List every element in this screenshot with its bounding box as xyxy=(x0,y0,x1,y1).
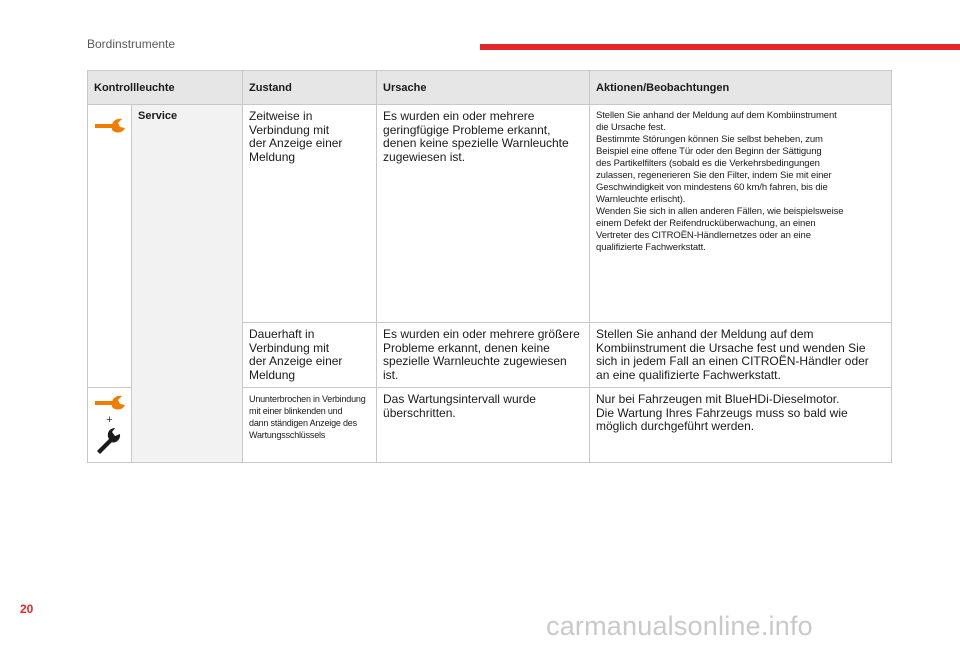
text-line: an eine qualifizierte Fachwerkstatt. xyxy=(596,367,781,382)
text-line: Meldung xyxy=(249,149,296,164)
text-line: die Ursache fest. xyxy=(596,122,666,133)
warning-name: Service xyxy=(132,105,243,463)
cause-cell xyxy=(377,388,590,463)
action-cell xyxy=(590,105,892,323)
text-line: Probleme erkannt, denen keine xyxy=(383,340,550,355)
text-line: denen keine spezielle Warnleuchte xyxy=(383,136,569,150)
column-header: Aktionen/Beobachtungen xyxy=(590,71,892,105)
text-line: geringfügige Probleme erkannt, xyxy=(383,122,551,137)
cause-cell xyxy=(377,323,590,388)
text-line: Bestimmte Störungen können Sie selbst beheben, zum xyxy=(596,134,823,145)
text-line: Das Wartungsintervall wurde xyxy=(383,392,536,406)
action-cell xyxy=(590,323,892,388)
text-line: Wenden Sie sich in allen anderen Fällen, wie beispielsweise xyxy=(596,206,844,217)
section-title: Bordinstrumente xyxy=(87,37,176,51)
warning-light-table xyxy=(87,70,892,463)
plus-sign: + xyxy=(106,414,113,426)
text-line: Es wurden ein oder mehrere größere xyxy=(383,327,580,341)
text-line: qualifizierte Fachwerkstatt. xyxy=(596,242,706,253)
text-line: zugewiesen ist. xyxy=(383,149,466,164)
text-line: Stellen Sie anhand der Meldung auf dem Kombiinstrument xyxy=(596,110,837,121)
watermark[interactable]: carmanualsonline.info xyxy=(546,611,813,641)
text-line: Geschwindigkeit von mindestens 60 km/h fahren, bis die xyxy=(596,182,828,193)
state-cell xyxy=(243,105,377,323)
text-line: des Partikelfilters (sobald es die Verkehrsbedingungen xyxy=(596,158,820,169)
text-line: Zeitweise in xyxy=(249,109,313,123)
text-line: überschritten. xyxy=(383,405,456,420)
text-line: Beispiel eine offene Tür oder den Beginn der Sättigung xyxy=(596,146,822,157)
text-line: Kombiinstrument die Ursache fest und wenden Sie xyxy=(596,340,866,355)
text-line: Wartungsschlüssels xyxy=(249,430,326,440)
text-line: der Anzeige einer xyxy=(249,354,343,368)
text-line: Verbindung mit xyxy=(249,340,330,355)
state-cell xyxy=(243,323,377,388)
action-cell xyxy=(590,388,892,463)
text-line: einem Defekt der Reifendrucküberwachung, an einen xyxy=(596,218,816,229)
text-line: mit einer blinkenden und xyxy=(249,406,343,416)
text-line: Ununterbrochen in Verbindung xyxy=(249,394,366,404)
text-line: Stellen Sie anhand der Meldung auf dem xyxy=(596,327,814,341)
text-line: Es wurden ein oder mehrere xyxy=(383,109,535,123)
maintenance-key-icon xyxy=(93,426,127,454)
text-line: Warnleuchte erlischt). xyxy=(596,194,686,205)
text-line: Verbindung mit xyxy=(249,122,330,137)
text-line: dann ständigen Anzeige des xyxy=(249,418,357,428)
state-cell xyxy=(243,388,377,463)
column-header: Ursache xyxy=(377,71,590,105)
text-line: sich in jedem Fall an einen CITROËN-Händler oder xyxy=(596,354,869,368)
text-line: Die Wartung Ihres Fahrzeugs muss so bald wie xyxy=(596,405,848,420)
text-line: zulassen, regenerieren Sie den Filter, indem Sie mit einer xyxy=(596,170,832,181)
text-line: möglich durchgeführt werden. xyxy=(596,419,755,433)
icon-cell xyxy=(88,105,132,388)
wrench-icon xyxy=(93,115,127,137)
icon-cell xyxy=(88,388,132,463)
text-line: der Anzeige einer xyxy=(249,136,343,150)
table-row xyxy=(88,105,892,323)
text-line: Nur bei Fahrzeugen mit BlueHDi-Dieselmotor. xyxy=(596,392,840,406)
cause-cell xyxy=(377,105,590,323)
column-header: Zustand xyxy=(243,71,377,105)
wrench-icon xyxy=(93,392,127,414)
text-line: Dauerhaft in xyxy=(249,327,315,341)
table-header-row xyxy=(88,71,892,105)
column-header: Kontrollleuchte xyxy=(88,71,243,105)
text-line: spezielle Warnleuchte zugewiesen xyxy=(383,354,567,368)
text-line: Meldung xyxy=(249,367,296,382)
text-line: ist. xyxy=(383,367,399,382)
page-number: 20 xyxy=(20,602,34,616)
section-accent-bar xyxy=(480,44,960,50)
text-line: Vertreter des CITROËN-Händlernetzes oder an eine xyxy=(596,230,811,241)
